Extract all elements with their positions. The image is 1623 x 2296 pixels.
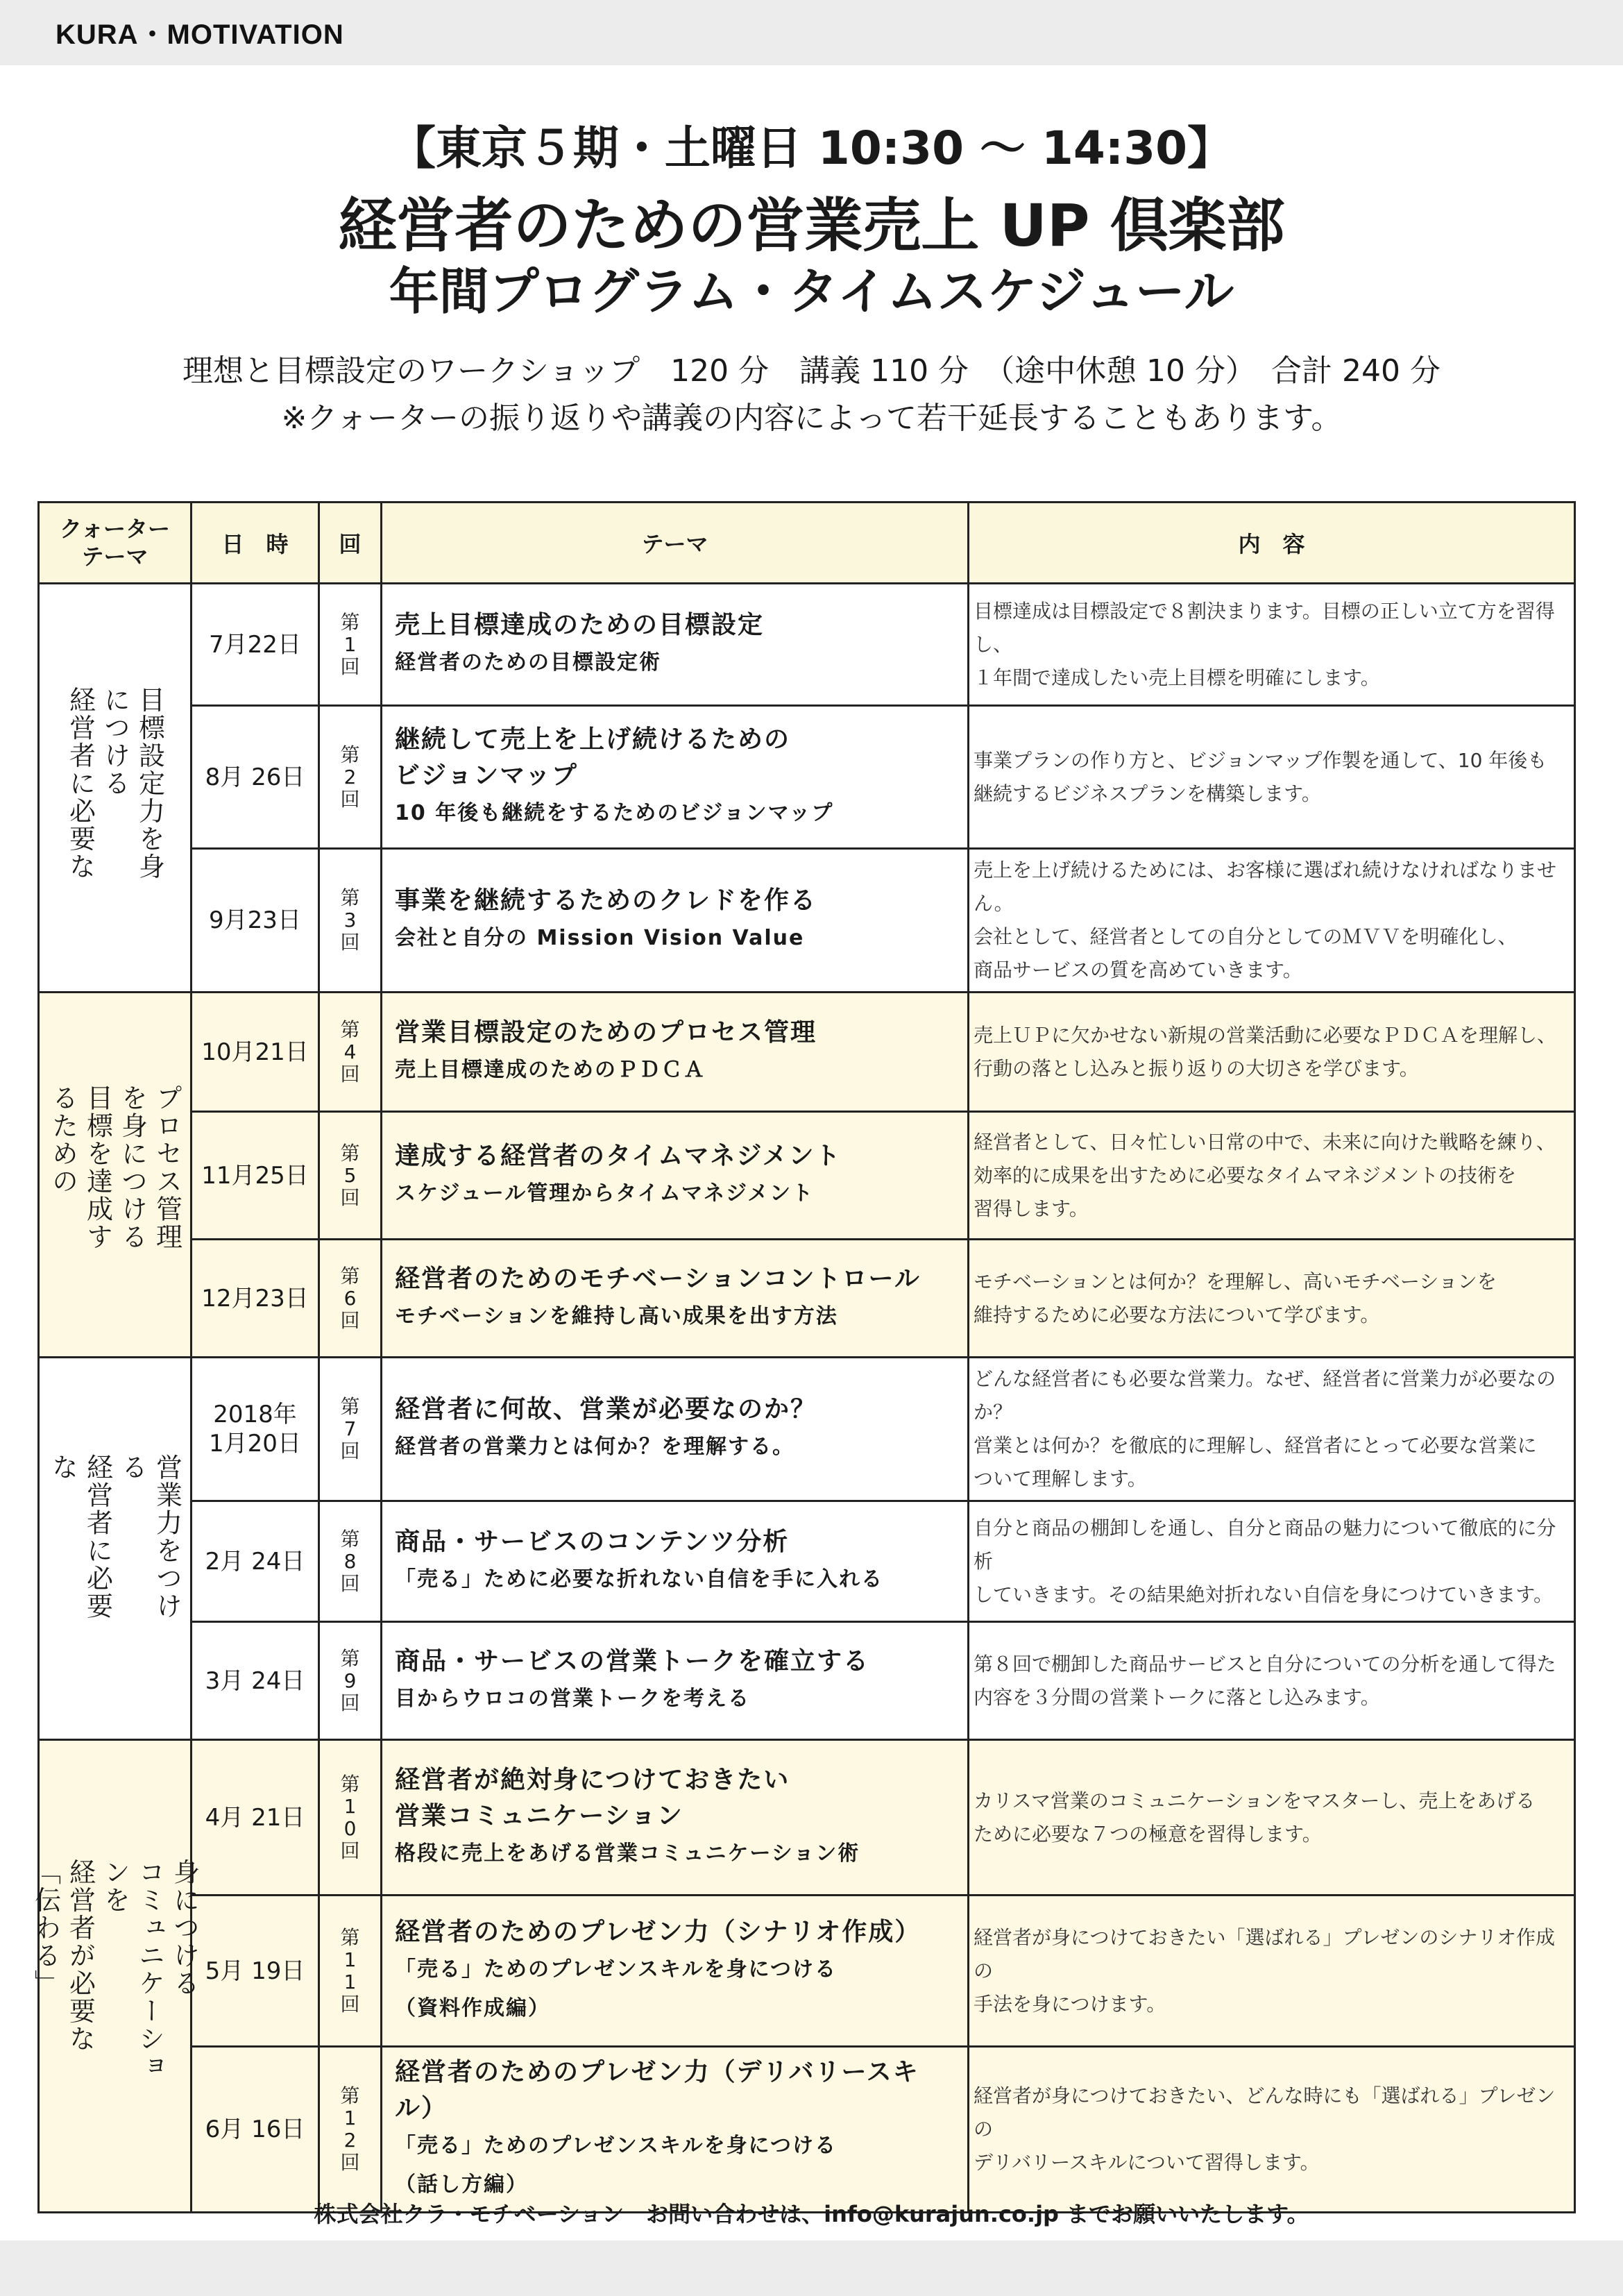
quarter-theme-cell <box>39 1358 192 1740</box>
quarter-theme-text: 営業力をつける 経営者に必要な <box>47 1453 182 1620</box>
theme-cell <box>382 1740 969 1896</box>
theme-cell <box>382 2047 969 2213</box>
session-number: 第12回 <box>340 2084 360 2174</box>
theme-cell <box>382 1358 969 1501</box>
table-row <box>39 706 1575 849</box>
session-number: 第9回 <box>340 1646 360 1714</box>
page-subtitle: 年間プログラム・タイムスケジュール <box>389 262 1234 321</box>
content-cell: 売上を上げ続けるためには、お客様に選ばれ続けなければなりません。 会社として、経営者としての自分としてのＭＶＶを明確化し、 商品サービスの質を高めていきます。 <box>969 849 1575 993</box>
theme-subtitle: 「売る」ためのプレゼンスキルを身につける （資料作成編） <box>395 1957 837 2020</box>
content-cell: モチベーションとは何か？を理解し、高いモチベーションを 維持するために必要な方法について学びます。 <box>969 1240 1575 1358</box>
theme-subtitle: 「売る」ためのプレゼンスキルを身につける （話し方編） <box>395 2134 837 2197</box>
theme-cell <box>382 1240 969 1358</box>
content-cell: 経営者として、日々忙しい日常の中で、未来に向けた戦略を練り、 効率的に成果を出すために必要なタイムマネジメントの技術を 習得します。 <box>969 1112 1575 1240</box>
brand-logo: KURA・MOTIVATION <box>56 19 344 50</box>
date-cell: 9月23日 <box>192 849 319 993</box>
theme-title: 商品・サービスのコンテンツ分析 <box>395 1527 790 1556</box>
session-number: 第6回 <box>340 1264 360 1332</box>
date-cell: 3月 24日 <box>192 1622 319 1740</box>
table-row <box>39 1740 1575 1896</box>
theme-subtitle: スケジュール管理からタイムマネジメント <box>395 1181 815 1206</box>
table-row <box>39 1622 1575 1740</box>
content-cell: 事業プランの作り方と、ビジョンマップ作製を通して、10 年後も 継続するビジネスプランを構築します。 <box>969 706 1575 849</box>
content-cell: 経営者が身につけておきたい、どんな時にも「選ばれる」プレゼンの デリバリースキルについて習得します。 <box>969 2047 1575 2213</box>
footer-contact: 株式会社クラ・モチベーション お問い合わせは、info@kurajun.co.jp までお願いいたします。 <box>314 2201 1309 2227</box>
theme-cell <box>382 1501 969 1622</box>
session-number-cell <box>319 2047 382 2213</box>
theme-title: 経営者が絶対身につけておきたい 営業コミュニケーション <box>395 1765 790 1830</box>
theme-title: 商品・サービスの営業トークを確立する <box>395 1646 870 1675</box>
session-number-cell <box>319 706 382 849</box>
theme-title: 継続して売上を上げ続けるための ビジョンマップ <box>395 725 791 790</box>
session-number-cell <box>319 1112 382 1240</box>
date-cell: 10月21日 <box>192 993 319 1112</box>
page-title: 経営者のための営業売上 UP 倶楽部 <box>338 192 1285 260</box>
schedule-table <box>30 501 1576 2213</box>
session-number: 第11回 <box>340 1925 360 2016</box>
theme-title: 事業を継続するためのクレドを作る <box>395 886 817 915</box>
theme-cell <box>382 993 969 1112</box>
quarter-theme-text: 目標設定力を身につける 経営者に必要な <box>65 686 165 881</box>
session-number-cell <box>319 1501 382 1622</box>
date-cell: 7月22日 <box>192 584 319 706</box>
header-theme: テーマ <box>382 503 969 584</box>
theme-title: 経営者のためのプレゼン力（デリバリースキル） <box>395 2058 919 2122</box>
table-row <box>39 1896 1575 2047</box>
table-row <box>39 993 1575 1112</box>
theme-subtitle: 会社と自分の Mission Vision Value <box>395 926 805 950</box>
extension-note: ※クォーターの振り返りや講義の内容によって若干延長することもあります。 <box>281 400 1342 436</box>
session-number-cell <box>319 1740 382 1896</box>
quarter-theme-cell <box>39 584 192 993</box>
table-row <box>39 1358 1575 1501</box>
theme-title: 営業目標設定のためのプロセス管理 <box>395 1018 817 1047</box>
table-row <box>39 1112 1575 1240</box>
header-session: 回 <box>319 503 382 584</box>
quarter-theme-text: プロセス管理を身につける 目標を達成するための <box>47 1083 182 1251</box>
session-number-cell <box>319 1622 382 1740</box>
table-header-row <box>39 503 1575 584</box>
theme-cell <box>382 849 969 993</box>
session-number-cell <box>319 1896 382 2047</box>
content-cell: 第８回で棚卸した商品サービスと自分についての分析を通して得た 内容を３分間の営業トークに落とし込みます。 <box>969 1622 1575 1740</box>
quarter-theme-text: 身につける コミュニケーションを 経営者が必要な「伝わる」 <box>30 1858 200 2081</box>
content-cell: 経営者が身につけておきたい「選ばれる」プレゼンのシナリオ作成の 手法を身につけます。 <box>969 1896 1575 2047</box>
session-schedule-heading: 【東京５期・土曜日 10:30 ～ 14:30】 <box>389 121 1234 175</box>
theme-subtitle: モチベーションを維持し高い成果を出す方法 <box>395 1303 838 1328</box>
theme-subtitle: 「売る」ために必要な折れない自信を手に入れる <box>395 1567 883 1592</box>
quarter-theme-cell <box>39 993 192 1358</box>
theme-title: 達成する経営者のタイムマネジメント <box>395 1141 842 1170</box>
theme-subtitle: 格段に売上をあげる営業コミュニケーション術 <box>395 1841 860 1866</box>
session-number: 第7回 <box>340 1395 360 1462</box>
content-cell: どんな経営者にも必要な営業力。なぜ、経営者に営業力が必要なのか？ 営業とは何か？を徹底的に理解し、経営者にとって必要な営業に ついて理解します。 <box>969 1358 1575 1501</box>
session-number: 第8回 <box>340 1527 360 1595</box>
date-cell: 5月 19日 <box>192 1896 319 2047</box>
date-cell: 2月 24日 <box>192 1501 319 1622</box>
session-number: 第2回 <box>340 743 360 811</box>
theme-subtitle: 経営者のための目標設定術 <box>395 650 661 675</box>
theme-subtitle: 目からウロコの営業トークを考える <box>395 1686 750 1711</box>
date-cell: 12月23日 <box>192 1240 319 1358</box>
header-content: 内 容 <box>969 503 1575 584</box>
session-number-cell <box>319 849 382 993</box>
theme-cell <box>382 584 969 706</box>
theme-title: 経営者のためのモチベーションコントロール <box>395 1264 921 1293</box>
table-row <box>39 2047 1575 2213</box>
session-number-cell <box>319 584 382 706</box>
theme-cell <box>382 1896 969 2047</box>
date-cell: 8月 26日 <box>192 706 319 849</box>
theme-cell <box>382 1112 969 1240</box>
session-number-cell <box>319 1240 382 1358</box>
session-number: 第4回 <box>340 1018 360 1086</box>
quarter-theme-cell <box>30 1740 200 2213</box>
theme-subtitle: 売上目標達成のためのＰＤＣＡ <box>395 1057 706 1082</box>
session-number: 第5回 <box>340 1141 360 1209</box>
bottom-bar <box>0 2240 1623 2296</box>
theme-title: 経営者のためのプレゼン力（シナリオ作成） <box>395 1917 921 1946</box>
table-row <box>39 849 1575 993</box>
header-date: 日 時 <box>192 503 319 584</box>
theme-subtitle: 10 年後も継続をするためのビジョンマップ <box>395 800 834 825</box>
session-number-cell <box>319 1358 382 1501</box>
theme-title: 売上目標達成のための目標設定 <box>395 610 765 639</box>
content-cell: カリスマ営業のコミュニケーションをマスターし、売上をあげる ために必要な７つの極意を習得します。 <box>969 1740 1575 1896</box>
date-cell: 2018年 1月20日 <box>192 1358 319 1501</box>
date-cell: 11月25日 <box>192 1112 319 1240</box>
theme-title: 経営者に何故、営業が必要なのか？ <box>395 1395 817 1424</box>
session-number: 第10回 <box>340 1772 360 1862</box>
table-row <box>39 584 1575 706</box>
session-number-cell <box>319 993 382 1112</box>
table-row <box>39 1501 1575 1622</box>
theme-subtitle: 経営者の営業力とは何か？を理解する。 <box>395 1435 794 1459</box>
session-number: 第1回 <box>340 610 360 678</box>
header-quarter: クォーター テーマ <box>39 503 192 584</box>
theme-cell <box>382 706 969 849</box>
theme-cell <box>382 1622 969 1740</box>
content-cell: 自分と商品の棚卸しを通し、自分と商品の魅力について徹底的に分析 していきます。その結果絶対折れない自信を身につけていきます。 <box>969 1501 1575 1622</box>
date-cell: 4月 21日 <box>192 1740 319 1896</box>
table-row <box>39 1240 1575 1358</box>
time-breakdown: 理想と目標設定のワークショップ 120 分 講義 110 分 （途中休憩 10 分） 合計 240 分 <box>182 353 1441 389</box>
content-cell: 売上ＵＰに欠かせない新規の営業活動に必要なＰＤＣＡを理解し、 行動の落とし込みと振り返りの大切さを学びます。 <box>969 993 1575 1112</box>
date-cell: 6月 16日 <box>192 2047 319 2213</box>
session-number: 第3回 <box>340 886 360 954</box>
content-cell: 目標達成は目標設定で８割決まります。目標の正しい立て方を習得し、 １年間で達成したい売上目標を明確にします。 <box>969 584 1575 706</box>
